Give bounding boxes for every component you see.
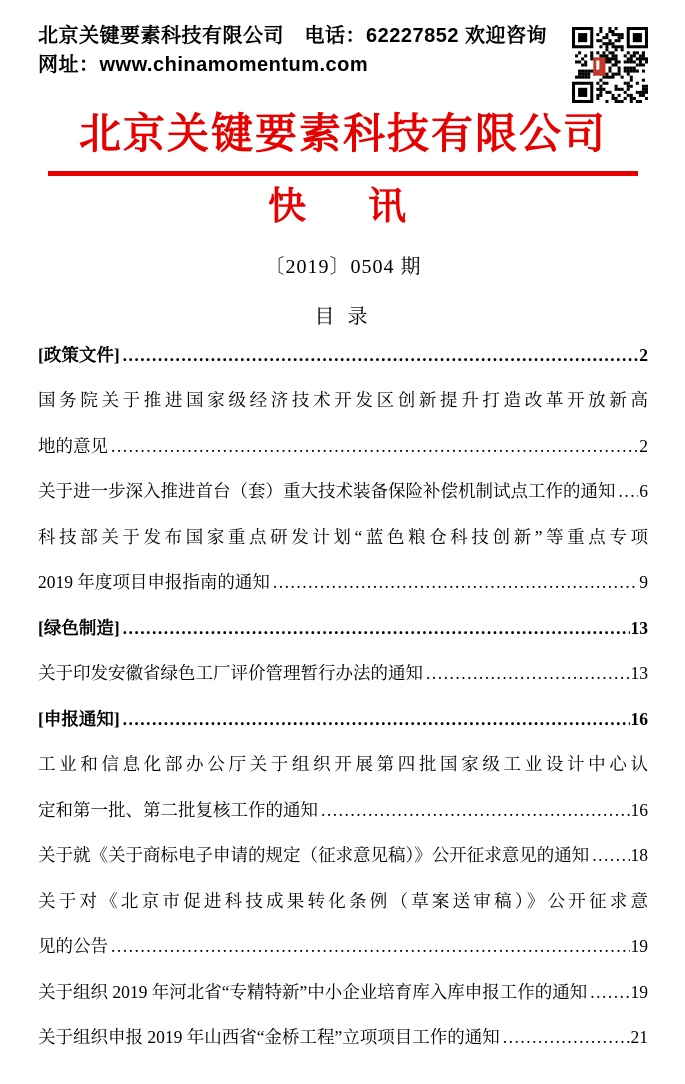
toc-dots-leader — [321, 788, 630, 834]
toc-page-number: 19 — [630, 936, 648, 957]
toc-item-title: 关于组织 2019 年河北省“专精特新”中小企业培育库入库申报工作的通知 — [38, 981, 588, 1002]
toc-line — [38, 424, 648, 470]
toc-item-title: [绿色制造] — [38, 617, 120, 638]
toc-page-number: 18 — [630, 845, 648, 866]
toc-line — [38, 1015, 648, 1061]
bulletin-title: 快 讯 — [267, 186, 418, 229]
toc-dots-leader — [123, 606, 630, 652]
toc-dots-leader — [123, 333, 639, 379]
toc-entry — [38, 515, 648, 606]
toc-page-number: 2 — [639, 344, 648, 365]
toc-line — [38, 879, 648, 925]
masthead-company-title: 北京关键要素科技有限公司 — [78, 112, 607, 158]
toc-item-title: 2019 年度项目申报指南的通知 — [38, 572, 270, 593]
toc-entry — [38, 469, 648, 515]
toc-page-number: 16 — [630, 799, 648, 820]
toc-entry — [38, 970, 648, 1016]
toc-entry — [38, 1015, 648, 1061]
toc-page-number: 6 — [639, 481, 648, 502]
toc-line — [38, 469, 648, 515]
toc-page-number: 21 — [630, 1027, 648, 1048]
toc-dots-leader — [111, 424, 638, 470]
toc-line — [38, 788, 648, 834]
toc-entry — [38, 697, 648, 743]
toc-item-title: 地的意见 — [38, 435, 108, 456]
toc-page-number: 2 — [639, 435, 648, 456]
toc-dots-leader — [592, 833, 629, 879]
toc-list — [38, 333, 648, 1061]
toc-item-title: [申报通知] — [38, 708, 120, 729]
toc-item-title: 定和第一批、第二批复核工作的通知 — [38, 799, 318, 820]
toc-entry — [38, 333, 648, 379]
qr-code-icon — [572, 27, 648, 103]
toc-dots-leader — [590, 970, 629, 1016]
toc-line — [38, 697, 648, 743]
toc-item-title: 关于就《关于商标电子申请的规定（征求意见稿）》公开征求意见的通知 — [38, 845, 590, 866]
toc-item-title: 关于对《北京市促进科技成果转化条例（草案送审稿）》公开征求意 — [38, 890, 648, 911]
toc-page-number: 19 — [630, 981, 648, 1002]
toc-line — [38, 606, 648, 652]
toc-item-title: 关于印发安徽省绿色工厂评价管理暂行办法的通知 — [38, 663, 423, 684]
toc-item-title: 关于组织申报 2019 年山西省“金桥工程”立项项目工作的通知 — [38, 1027, 500, 1048]
toc-entry — [38, 651, 648, 697]
toc-line — [38, 833, 648, 879]
toc-entry — [38, 606, 648, 652]
toc-item-title: 国务院关于推进国家级经济技术开发区创新提升打造改革开放新高 — [38, 390, 648, 411]
toc-page-number: 16 — [630, 708, 648, 729]
toc-entry — [38, 833, 648, 879]
toc-item-title: 见的公告 — [38, 936, 108, 957]
toc-entry — [38, 378, 648, 469]
toc-line — [38, 651, 648, 697]
header-contact-block — [38, 22, 547, 80]
toc-page-number: 13 — [630, 617, 648, 638]
toc-line — [38, 970, 648, 1016]
toc-entry — [38, 879, 648, 970]
toc-entry — [38, 742, 648, 833]
header-company-phone-line: 北京关键要素科技有限公司 电话：62227852 欢迎咨询 — [38, 25, 548, 47]
toc-dots-leader — [111, 924, 630, 970]
toc-line — [38, 560, 648, 606]
toc-item-title: 关于进一步深入推进首台（套）重大技术装备保险补偿机制试点工作的通知 — [38, 481, 616, 502]
toc-dots-leader — [123, 697, 630, 743]
red-divider-rule — [48, 171, 638, 176]
toc-line — [38, 515, 648, 561]
toc-page-number: 13 — [630, 663, 648, 684]
toc-dots-leader — [503, 1015, 630, 1061]
toc-line — [38, 378, 648, 424]
toc-dots-leader — [273, 560, 638, 606]
toc-item-title: 工业和信息化部办公厅关于组织开展第四批国家级工业设计中心认 — [38, 754, 648, 775]
toc-heading: 目 录 — [314, 305, 372, 328]
toc-item-title: 科技部关于发布国家重点研发计划“蓝色粮仓科技创新”等重点专项 — [38, 526, 648, 547]
toc-line — [38, 924, 648, 970]
toc-dots-leader — [426, 651, 630, 697]
toc-line — [38, 333, 648, 379]
toc-item-title: [政策文件] — [38, 344, 120, 365]
toc-line — [38, 742, 648, 788]
page-header — [38, 22, 648, 103]
toc-dots-leader — [619, 469, 639, 515]
issue-number: 〔2019〕0504 期 — [264, 255, 422, 278]
toc-page-number: 9 — [639, 572, 648, 593]
header-website-line: 网址：www.chinamomentum.com — [38, 54, 369, 76]
